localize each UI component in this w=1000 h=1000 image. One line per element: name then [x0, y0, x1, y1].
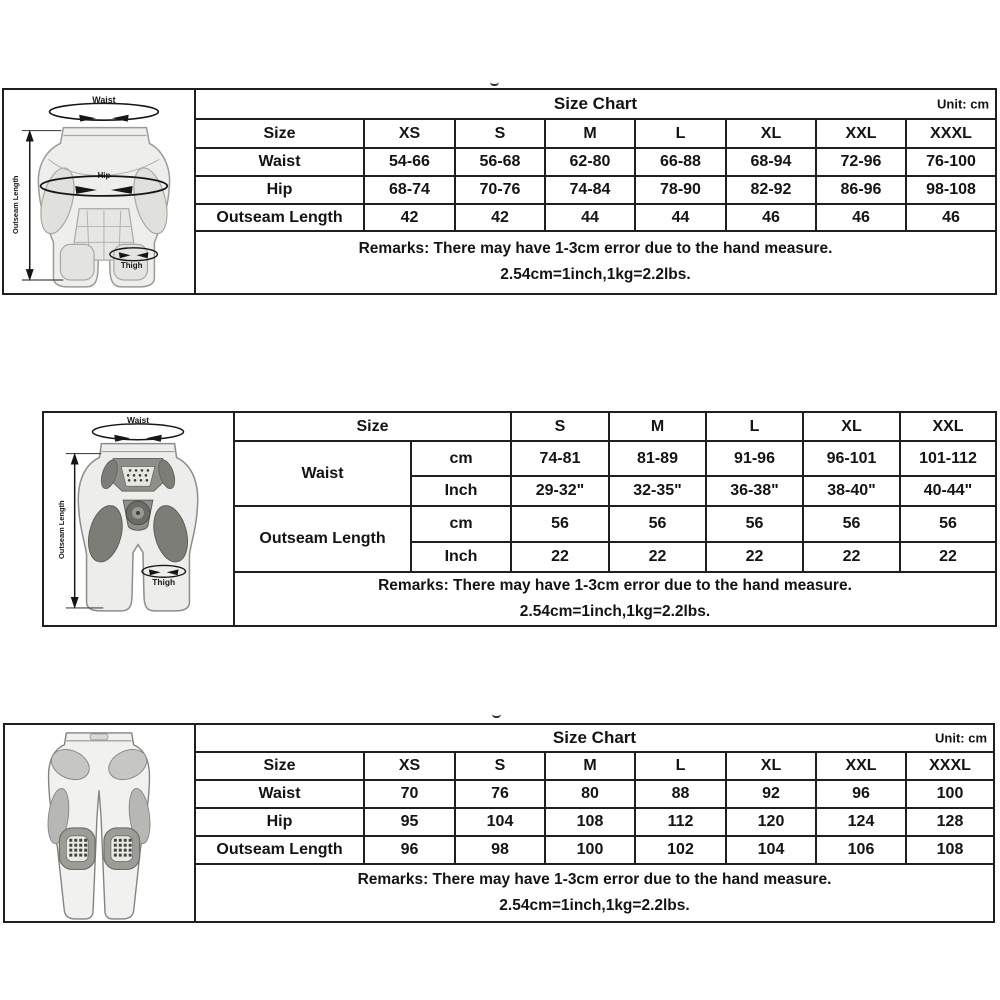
value-cell: 104 [455, 808, 545, 836]
col-header: XXL [900, 412, 996, 441]
col-header: XXL [816, 752, 906, 780]
value-cell: 62-80 [545, 148, 635, 176]
outseam-label: Outseam Length [56, 500, 66, 559]
value-cell: 78-90 [635, 176, 726, 204]
shorts-diagram-1 [3, 89, 195, 294]
value-cell: 22 [803, 542, 900, 572]
col-header: M [545, 752, 635, 780]
value-cell: 100 [906, 780, 994, 808]
pants-body [45, 733, 153, 919]
waist-measure [92, 415, 183, 442]
value-cell: 80 [545, 780, 635, 808]
unit-label: cm [411, 441, 511, 476]
knee-pad-right [104, 828, 140, 870]
hip-label: Hip [97, 171, 111, 181]
col-header: XXXL [906, 119, 996, 148]
value-cell: 82-92 [726, 176, 816, 204]
value-cell: 100 [545, 836, 635, 864]
unit-note: Unit: cm [935, 730, 987, 746]
chart-title: Size Chart [553, 94, 638, 113]
value-cell: 96 [364, 836, 455, 864]
value-cell: 92 [726, 780, 816, 808]
value-cell: 98 [455, 836, 545, 864]
remarks-line-1: Remarks: There may have 1-3cm error due to the hand measure. [358, 240, 833, 258]
shorts-body [35, 128, 173, 287]
size-chart-table-1 [2, 88, 997, 295]
value-cell: 96 [816, 780, 906, 808]
row-label: Outseam Length [195, 836, 364, 864]
col-header: XL [726, 119, 816, 148]
row-label: Waist [195, 148, 364, 176]
value-cell: 86-96 [816, 176, 906, 204]
col-header: S [511, 412, 609, 441]
unit-label: Inch [411, 542, 511, 572]
col-header: XS [364, 119, 455, 148]
armored-shorts-sketch [44, 413, 233, 625]
value-cell: 124 [816, 808, 906, 836]
remarks-line-2: 2.54cm=1inch,1kg=2.2lbs. [500, 266, 691, 284]
row-group-label: Waist [234, 441, 411, 506]
thigh-label: Thigh [120, 261, 143, 271]
value-cell: 70-76 [455, 176, 545, 204]
value-cell: 96-101 [803, 441, 900, 476]
value-cell: 22 [900, 542, 996, 572]
col-header: Size [195, 119, 364, 148]
col-header: XL [803, 412, 900, 441]
value-cell: 104 [726, 836, 816, 864]
value-cell: 128 [906, 808, 994, 836]
size-chart-table-3 [3, 723, 995, 923]
value-cell: 56 [803, 506, 900, 541]
waist-label: Waist [126, 414, 150, 425]
waist-measure [50, 95, 159, 122]
remarks-line-2: 2.54cm=1inch,1kg=2.2lbs. [519, 602, 711, 620]
value-cell: 88 [635, 780, 726, 808]
col-header: L [635, 752, 726, 780]
size-chart-table-2 [42, 411, 997, 627]
remarks-cell [195, 231, 996, 294]
col-header: Size [195, 752, 364, 780]
value-cell: 46 [906, 204, 996, 231]
value-cell: 46 [816, 204, 906, 231]
knee-pad-left [59, 828, 95, 870]
col-header: XXL [816, 119, 906, 148]
unit-label: Inch [411, 476, 511, 506]
row-label: Outseam Length [195, 204, 364, 231]
armored-pants-sketch [5, 725, 194, 921]
col-header: XXXL [906, 752, 994, 780]
remarks-line-1: Remarks: There may have 1-3cm error due to the hand measure. [378, 576, 852, 594]
remarks-cell [234, 572, 996, 626]
value-cell: 101-112 [900, 441, 996, 476]
value-cell: 40-44" [900, 476, 996, 506]
value-cell: 56 [706, 506, 803, 541]
value-cell: 68-94 [726, 148, 816, 176]
value-cell: 29-32" [511, 476, 609, 506]
shorts-diagram-2 [43, 412, 234, 626]
remarks-cell [195, 864, 994, 922]
col-header: S [455, 119, 545, 148]
value-cell: 112 [635, 808, 726, 836]
value-cell: 98-108 [906, 176, 996, 204]
value-cell: 46 [726, 204, 816, 231]
stray-mark [492, 714, 501, 718]
value-cell: 38-40" [803, 476, 900, 506]
value-cell: 81-89 [609, 441, 706, 476]
value-cell: 36-38" [706, 476, 803, 506]
stray-mark [490, 82, 499, 86]
waist-label: Waist [92, 94, 116, 105]
remarks-line-2: 2.54cm=1inch,1kg=2.2lbs. [499, 896, 690, 914]
value-cell: 32-35" [609, 476, 706, 506]
col-header: L [635, 119, 726, 148]
outseam-label: Outseam Length [10, 175, 20, 235]
value-cell: 44 [635, 204, 726, 231]
chart-title-row [195, 724, 994, 752]
value-cell: 22 [706, 542, 803, 572]
value-cell: 74-84 [545, 176, 635, 204]
value-cell: 56-68 [455, 148, 545, 176]
value-cell: 102 [635, 836, 726, 864]
value-cell: 120 [726, 808, 816, 836]
unit-note: Unit: cm [937, 96, 989, 112]
chart-title: Size Chart [552, 728, 637, 747]
row-group-label: Outseam Length [234, 506, 411, 571]
value-cell: 22 [511, 542, 609, 572]
value-cell: 56 [609, 506, 706, 541]
size-chart-section-pants [3, 723, 995, 921]
unit-label: cm [411, 506, 511, 541]
value-cell: 42 [364, 204, 455, 231]
value-cell: 54-66 [364, 148, 455, 176]
row-label: Hip [195, 176, 364, 204]
pants-diagram [4, 724, 195, 922]
value-cell: 95 [364, 808, 455, 836]
value-cell: 74-81 [511, 441, 609, 476]
shorts-body [78, 444, 197, 611]
value-cell: 42 [455, 204, 545, 231]
col-header: L [706, 412, 803, 441]
col-header: XS [364, 752, 455, 780]
remarks-line-1: Remarks: There may have 1-3cm error due to the hand measure. [357, 870, 832, 888]
value-cell: 22 [609, 542, 706, 572]
value-cell: 56 [900, 506, 996, 541]
thigh-label: Thigh [152, 577, 176, 588]
col-header: XL [726, 752, 816, 780]
value-cell: 108 [906, 836, 994, 864]
value-cell: 66-88 [635, 148, 726, 176]
value-cell: 76 [455, 780, 545, 808]
col-header: S [455, 752, 545, 780]
value-cell: 56 [511, 506, 609, 541]
value-cell: 72-96 [816, 148, 906, 176]
value-cell: 76-100 [906, 148, 996, 176]
value-cell: 44 [545, 204, 635, 231]
value-cell: 106 [816, 836, 906, 864]
value-cell: 68-74 [364, 176, 455, 204]
col-header: M [545, 119, 635, 148]
protective-shorts-sketch [4, 90, 194, 293]
corner-header: Size [234, 412, 511, 441]
row-label: Hip [195, 808, 364, 836]
size-chart-section-shorts-2 [42, 411, 997, 625]
size-chart-section-shorts-1 [2, 88, 997, 293]
value-cell: 70 [364, 780, 455, 808]
row-label: Waist [195, 780, 364, 808]
value-cell: 108 [545, 808, 635, 836]
col-header: M [609, 412, 706, 441]
chart-title-row [195, 89, 996, 119]
value-cell: 91-96 [706, 441, 803, 476]
